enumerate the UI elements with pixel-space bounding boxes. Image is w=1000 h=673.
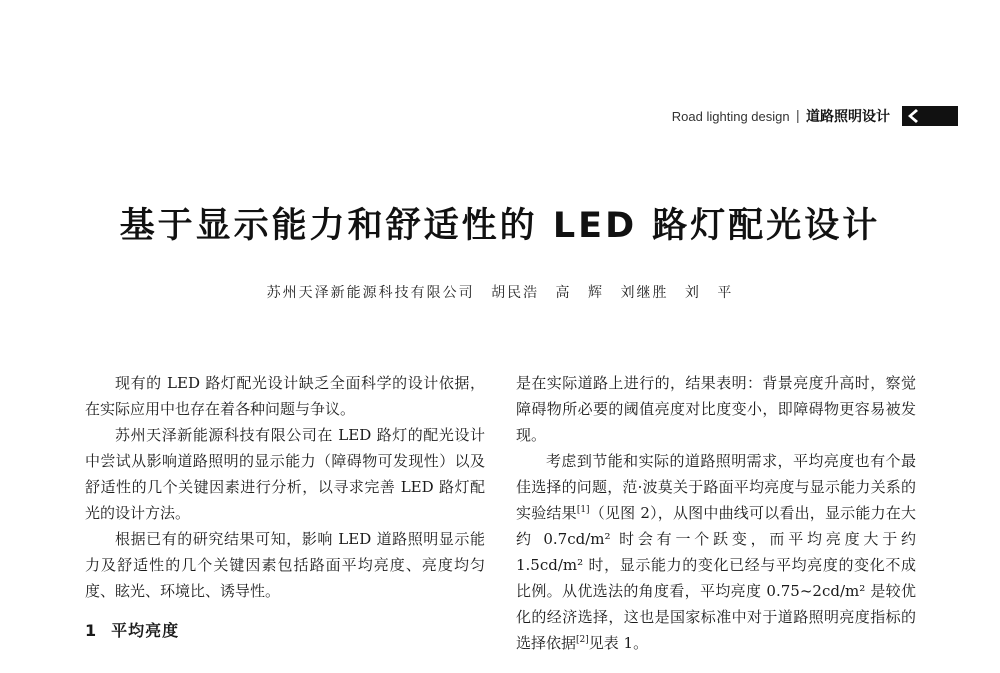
article-title: 基于显示能力和舒适性的 LED 路灯配光设计	[119, 206, 881, 246]
citation-ref: [2]	[576, 635, 589, 645]
paragraph: 是在实际道路上进行的，结果表明：背景亮度升高时，察觉障碍物所必要的阈值亮度对比度变小，即障碍物更容易被发现。	[516, 374, 916, 444]
header-english: Road lighting design	[671, 108, 790, 124]
right-column	[516, 370, 916, 656]
header-tab	[902, 106, 958, 126]
header-separator: |	[795, 108, 800, 124]
paragraph	[516, 448, 916, 656]
paragraph: 苏州天泽新能源科技有限公司在 LED 路灯的配光设计中尝试从影响道路照明的显示能力（障碍物可发现性）以及舒适性的几个关键因素进行分析，以寻求完善 LED 路灯配光的设计方法。	[85, 426, 485, 522]
author-line: 苏州天泽新能源科技有限公司 胡民浩 高 辉 刘继胜 刘 平	[266, 285, 734, 301]
paragraph-text: 见表 1。	[588, 634, 649, 652]
citation-ref: [1]	[576, 505, 590, 515]
paragraph-text: （见图 2），从图中曲线可以看出，显示能力在大约 0.7cd/m² 时会有一个跃变，而平均亮度大于约 1.5cd/m² 时，显示能力的变化已经与平均亮度的变化不成比例。从优选法的角度看，平均亮度 0.75~2cd/m² 是较优化的经济选择，这也是国家标准中对于道路照明亮度指标的选择依据	[516, 504, 916, 652]
left-column	[85, 370, 485, 644]
running-header	[672, 106, 958, 126]
section-number: 1	[85, 621, 98, 640]
chevron-left-icon	[904, 108, 920, 124]
section-title: 平均亮度	[111, 621, 180, 640]
paragraph: 现有的 LED 路灯配光设计缺乏全面科学的设计依据，在实际应用中也存在着各种问题与争议。	[85, 374, 485, 418]
header-chinese: 道路照明设计	[806, 109, 890, 125]
paragraph: 根据已有的研究结果可知，影响 LED 道路照明显示能力及舒适性的几个关键因素包括路面平均亮度、亮度均匀度、眩光、环境比、诱导性。	[85, 530, 485, 600]
paragraph-text: 考虑到节能和实际的道路照明需求，平均亮度也有个最佳选择的问题，范·波莫关于路面平均亮度与显示能力关系的实验结果	[516, 452, 916, 522]
section-heading	[85, 618, 485, 644]
